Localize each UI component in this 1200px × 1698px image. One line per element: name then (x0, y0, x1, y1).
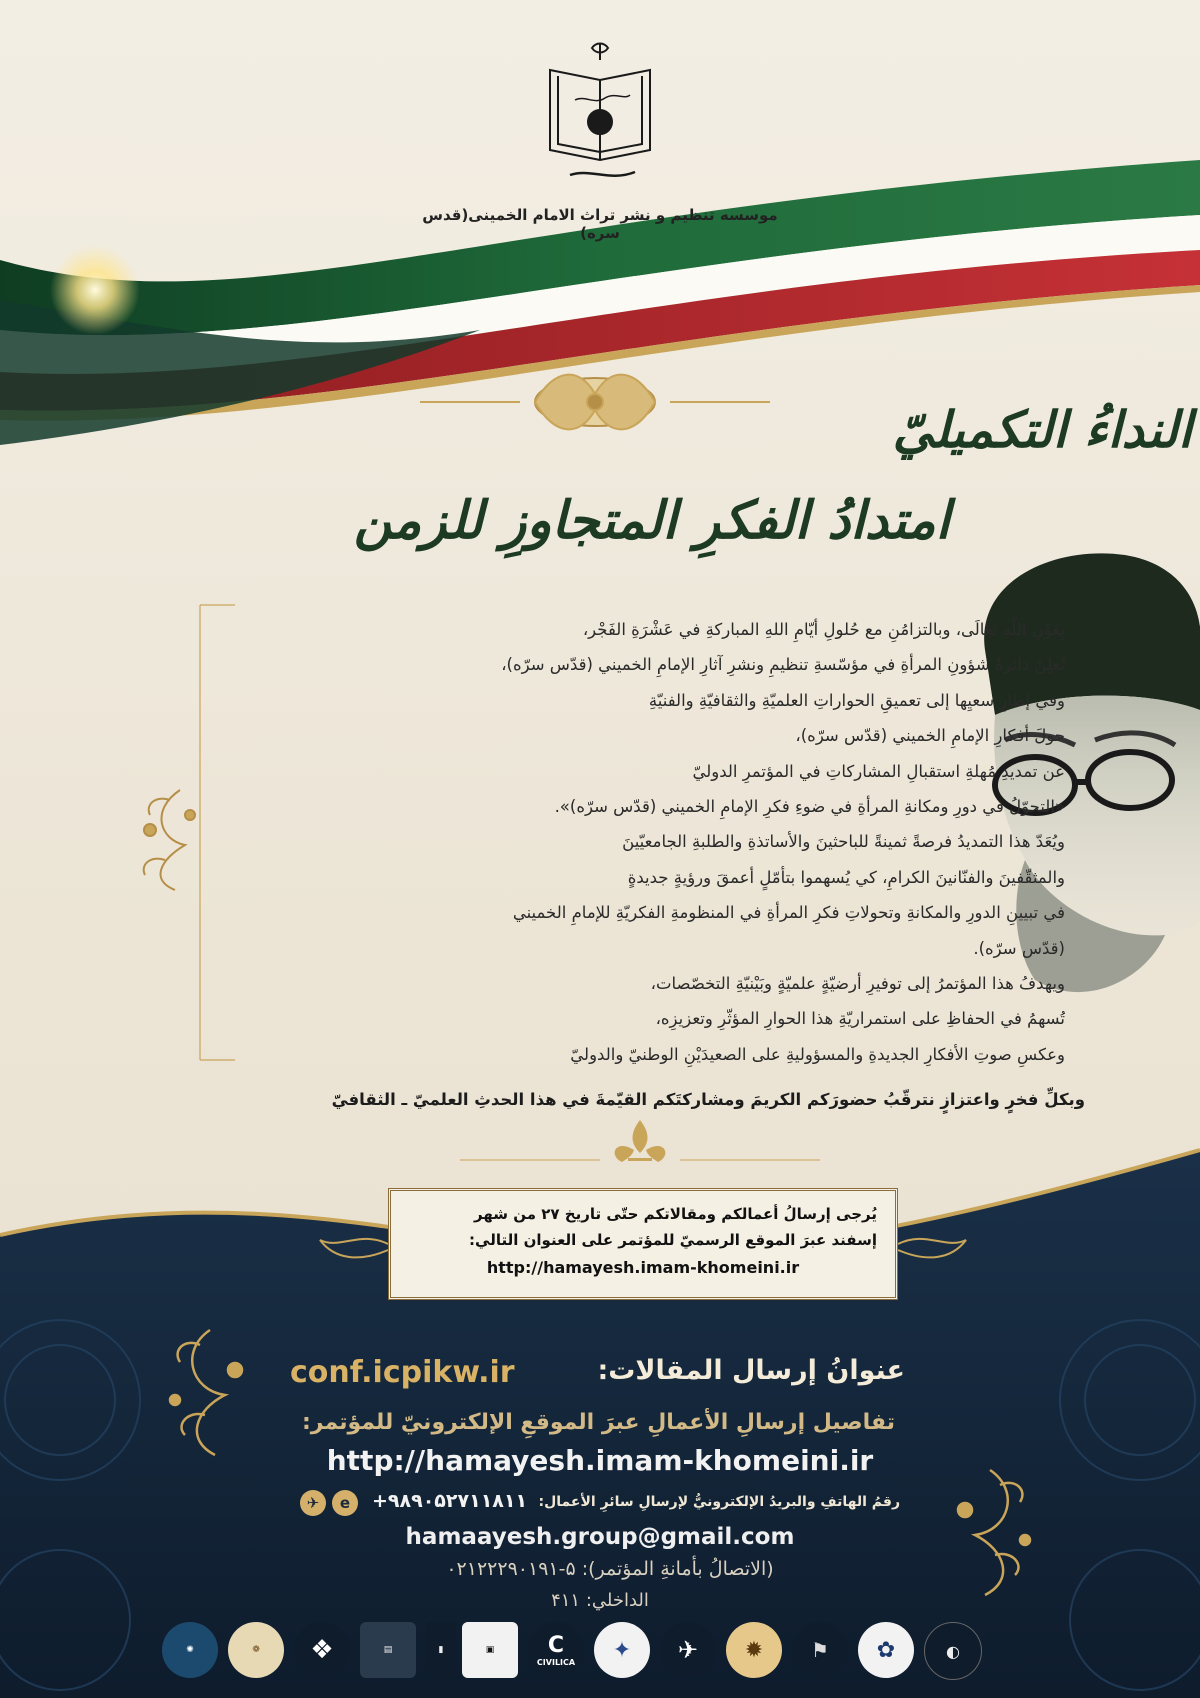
submission-url-link[interactable]: conf.icpikw.ir (290, 1355, 515, 1390)
civilica-label: CIVILICA (536, 1658, 576, 1667)
phone-label: رقمُ الهاتفِ والبريدُ الإلكترونيُّ لإرسالِ سائرِ الأعمال: (538, 1494, 900, 1510)
eitaa-icon[interactable]: e (332, 1490, 358, 1516)
institute-logo (540, 40, 660, 190)
body-line: «التحوّلُ في دورِ ومكانةِ المرأةِ في ضوءِ فكرِ الإمامِ الخميني (قدّس سرّه)». (554, 796, 1065, 816)
partner-logo-3: ❖ (294, 1622, 350, 1678)
body-line: ويُعَدّ هذا التمديدُ فرصةً ثمينةً للباحثينَ والأساتذةِ والطلبةِ الجامعيّينَ (622, 832, 1065, 852)
deadline-url-link[interactable]: http://hamayesh.imam-khomeini.ir (486, 1258, 800, 1277)
phone-row (300, 1490, 900, 1520)
body-line: حولَ أفكارِ الإمامِ الخميني (قدّس سرّه)، (795, 726, 1065, 746)
submission-details-label: تفاصيل إرسالِ الأعمالِ عبرَ الموقعِ الإلكترونيّ للمؤتمر: (301, 1410, 895, 1435)
theme-title: امتدادُ الفكرِ المتجاوزِ للزمن (353, 490, 950, 551)
partner-logo-12: ✿ (858, 1622, 914, 1678)
submission-address-row (290, 1355, 905, 1405)
partner-logo-10: ✹ (726, 1622, 782, 1678)
body-line: تُسهمُ في الحفاظِ على استمراريّةِ هذا الحوارِ المؤثّرِ وتعزيزِه، (655, 1009, 1065, 1029)
email-link[interactable]: hamaayesh.group@gmail.com (405, 1524, 795, 1550)
phone-number[interactable]: +۹۸۹۰۵۲۷۱۱۸۱۱ (372, 1490, 528, 1512)
extension-number: الداخلي: ۴۱۱ (551, 1590, 649, 1611)
organization-name: موسسه تنظیم و نشر تراث الامام الخمینی(قدس سره) (422, 206, 778, 242)
body-line: بِعَوْنِ اللّهِ تَعَالَى، وبالتزامُنِ مع حُلولِ أيّامِ اللهِ المباركةِ في عَشْرَةِ الفَجْر، (582, 620, 1065, 639)
body-line: وفي إطارِ سعيِها إلى تعميقِ الحواراتِ العلميّةِ والثقافيّةِ والفنيّةِ (648, 690, 1065, 710)
body-line: (قدّس سرّه). (973, 938, 1065, 958)
civilica-logo: C CIVILICA (528, 1622, 584, 1678)
call-title: النداءُ التكميليّ (892, 400, 1192, 459)
deadline-line-1: يُرجى إرسالُ أعمالكم ومقالاتكم حتّى تاريخ ٢٧ من شهر (474, 1205, 877, 1223)
left-floral-ornament (144, 790, 195, 890)
deadline-box (388, 1188, 898, 1300)
partner-logo-13: ◐ (924, 1622, 982, 1680)
partner-logo-1: ✺ (162, 1622, 218, 1678)
closing-sentence: وبكلِّ فخرٍ واعتزازٍ نترقّبُ حضورَكم الكريمَ ومشاركتَكم القيّمةَ في هذا الحدثِ العلميّ ـ الثقافيّ (331, 1090, 1085, 1109)
body-line: في تبيينِ الدورِ والمكانةِ وتحولاتِ فكرِ المرأةِ في المنظومةِ الفكريّةِ للإمامِ الخميني (512, 903, 1065, 923)
telegram-icon[interactable]: ✈ (300, 1490, 326, 1516)
submission-address-label: عنوانُ إرسال المقالات: (597, 1355, 905, 1386)
body-line: عن تمديدِ مُهلةِ استقبالِ المشاركاتِ في المؤتمرِ الدوليّ (692, 761, 1065, 781)
partner-logos-strip (162, 1618, 1062, 1688)
sun-glow (50, 245, 140, 335)
partner-logo-2: ❁ (228, 1622, 284, 1678)
partner-logo-9: ✈ (660, 1622, 716, 1678)
partner-logo-6: ▣ (462, 1622, 518, 1678)
body-line: ويهدفُ هذا المؤتمرُ إلى توفيرِ أرضيّةٍ علميّةٍ وبَيْنيّةِ التخصّصات، (650, 973, 1065, 993)
conference-site-link[interactable]: http://hamayesh.imam-khomeini.ir (326, 1444, 874, 1477)
partner-logo-8: ✦ (594, 1622, 650, 1678)
partner-logo-4: ▤ (360, 1622, 416, 1678)
partner-logo-5: ▮ (426, 1622, 456, 1678)
fleur-ornament (615, 1120, 666, 1162)
announcement-body (200, 612, 1065, 1072)
body-line: وعكسِ صوتِ الأفكارِ الجديدةِ والمسؤوليةِ على الصعيدَيْنِ الوطنيّ والدوليّ (570, 1044, 1065, 1064)
secretariat-contact: (الاتصالُ بأمانةِ المؤتمر): ۵-۰۲۱۲۲۲۹۰۱۹۱ (446, 1558, 774, 1580)
deadline-line-2: إسفند عبرَ الموقع الرسميّ للمؤتمر على العنوان التالي: (469, 1231, 877, 1249)
body-line: تُعلِنُ دائرةُ شؤونِ المرأةِ في مؤسّسةِ تنظيمِ ونشرِ آثارِ الإمامِ الخميني (قدّس سرّه)، (501, 655, 1065, 675)
partner-logo-11: ⚑ (792, 1622, 848, 1678)
body-line: والمثقّفينَ والفنّانينَ الكرامِ، كي يُسهموا بتأمّلٍ أعمقَ ورؤيةٍ جديدةٍ (627, 867, 1065, 887)
